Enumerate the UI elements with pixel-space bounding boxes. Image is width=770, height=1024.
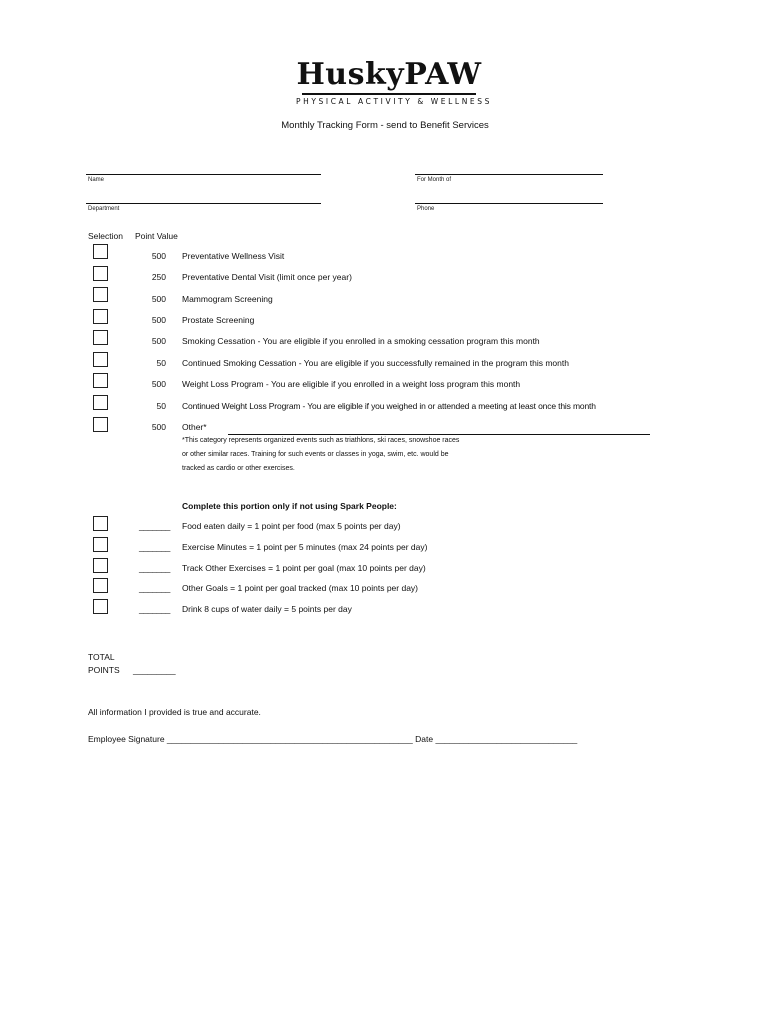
activity-points: 500: [151, 336, 166, 346]
activity-description: Mammogram Screening: [182, 294, 273, 304]
signature-label: Employee Signature: [88, 734, 165, 744]
department-label: Department: [88, 206, 120, 212]
activity-checkbox[interactable]: [93, 266, 108, 281]
form-title: Monthly Tracking Form - send to Benefit Services: [281, 120, 489, 131]
spark-points-blank[interactable]: _______: [139, 542, 170, 552]
activity-points: 500: [151, 251, 166, 261]
logo-rule: [302, 93, 476, 95]
other-note-line: *This category represents organized events such as triathlons, ski races, snowshoe races: [182, 437, 460, 444]
points-label: POINTS: [88, 665, 120, 675]
activity-description: Prostate Screening: [182, 315, 255, 325]
spark-checkbox[interactable]: [93, 578, 108, 593]
total-label: TOTAL: [88, 652, 115, 662]
spark-description: Exercise Minutes = 1 point per 5 minutes (max 24 points per day): [182, 542, 428, 552]
point-value-header: Point Value: [135, 231, 178, 241]
activity-points: 500: [151, 294, 166, 304]
activity-description: Other*: [182, 422, 207, 432]
activity-points: 50: [156, 358, 166, 368]
activity-checkbox[interactable]: [93, 417, 108, 432]
activity-description: Continued Smoking Cessation - You are eligible if you successfully remained in the program this month: [182, 358, 569, 368]
month-field-line[interactable]: [415, 174, 603, 175]
activity-description: Preventative Dental Visit (limit once per year): [182, 272, 352, 282]
activity-checkbox[interactable]: [93, 330, 108, 345]
activity-description: Continued Weight Loss Program - You are eligible if you weighed in or attended a meeting at least once this month: [182, 401, 596, 411]
selection-header: Selection: [88, 231, 123, 241]
spark-points-blank[interactable]: _______: [139, 604, 170, 614]
other-note-line: tracked as cardio or other exercises.: [182, 465, 295, 472]
spark-description: Other Goals = 1 point per goal tracked (max 10 points per day): [182, 583, 418, 593]
spark-description: Drink 8 cups of water daily = 5 points per day: [182, 604, 352, 614]
spark-checkbox[interactable]: [93, 537, 108, 552]
department-field-line[interactable]: [86, 203, 321, 204]
activity-points: 500: [151, 422, 166, 432]
other-note-line: or other similar races. Training for such events or classes in yoga, swim, etc. would be: [182, 451, 449, 458]
phone-field-line[interactable]: [415, 203, 603, 204]
activity-description: Weight Loss Program - You are eligible if you enrolled in a weight loss program this month: [182, 379, 521, 389]
activity-checkbox[interactable]: [93, 352, 108, 367]
name-label: Name: [88, 177, 105, 183]
signature-row: [88, 734, 577, 744]
spark-description: Track Other Exercises = 1 point per goal (max 10 points per day): [182, 563, 426, 573]
activity-description: Preventative Wellness Visit: [182, 251, 285, 261]
month-label: For Month of: [417, 177, 452, 183]
activity-points: 500: [151, 379, 166, 389]
spark-points-blank[interactable]: _______: [139, 583, 170, 593]
activity-checkbox[interactable]: [93, 244, 108, 259]
date-line[interactable]: ______________________________: [435, 734, 578, 744]
attestation-text: All information I provided is true and accurate.: [88, 707, 261, 717]
phone-label: Phone: [417, 206, 435, 212]
activity-points: 500: [151, 315, 166, 325]
spark-heading: Complete this portion only if not using Spark People:: [182, 501, 397, 511]
spark-checkbox[interactable]: [93, 599, 108, 614]
spark-description: Food eaten daily = 1 point per food (max 5 points per day): [182, 521, 401, 531]
other-field-line[interactable]: [228, 434, 650, 435]
activity-points: 50: [156, 401, 166, 411]
activity-description: Smoking Cessation - You are eligible if you enrolled in a smoking cessation program this month: [182, 336, 540, 346]
spark-checkbox[interactable]: [93, 516, 108, 531]
spark-points-blank[interactable]: _______: [139, 563, 170, 573]
husky-paw-logo: [296, 57, 492, 107]
date-label: Date: [415, 734, 434, 744]
total-points-blank[interactable]: _________: [133, 665, 176, 675]
activity-checkbox[interactable]: [93, 373, 108, 388]
signature-line[interactable]: ____________________________________________________: [166, 734, 413, 744]
name-field-line[interactable]: [86, 174, 321, 175]
activity-checkbox[interactable]: [93, 287, 108, 302]
logo-wordmark: HuskyPAW: [296, 57, 482, 92]
activity-checkbox[interactable]: [93, 309, 108, 324]
activity-checkbox[interactable]: [93, 395, 108, 410]
spark-checkbox[interactable]: [93, 558, 108, 573]
spark-points-blank[interactable]: _______: [139, 521, 170, 531]
logo-tagline: PHYSICAL ACTIVITY & WELLNESS: [296, 96, 492, 106]
activity-points: 250: [151, 272, 166, 282]
